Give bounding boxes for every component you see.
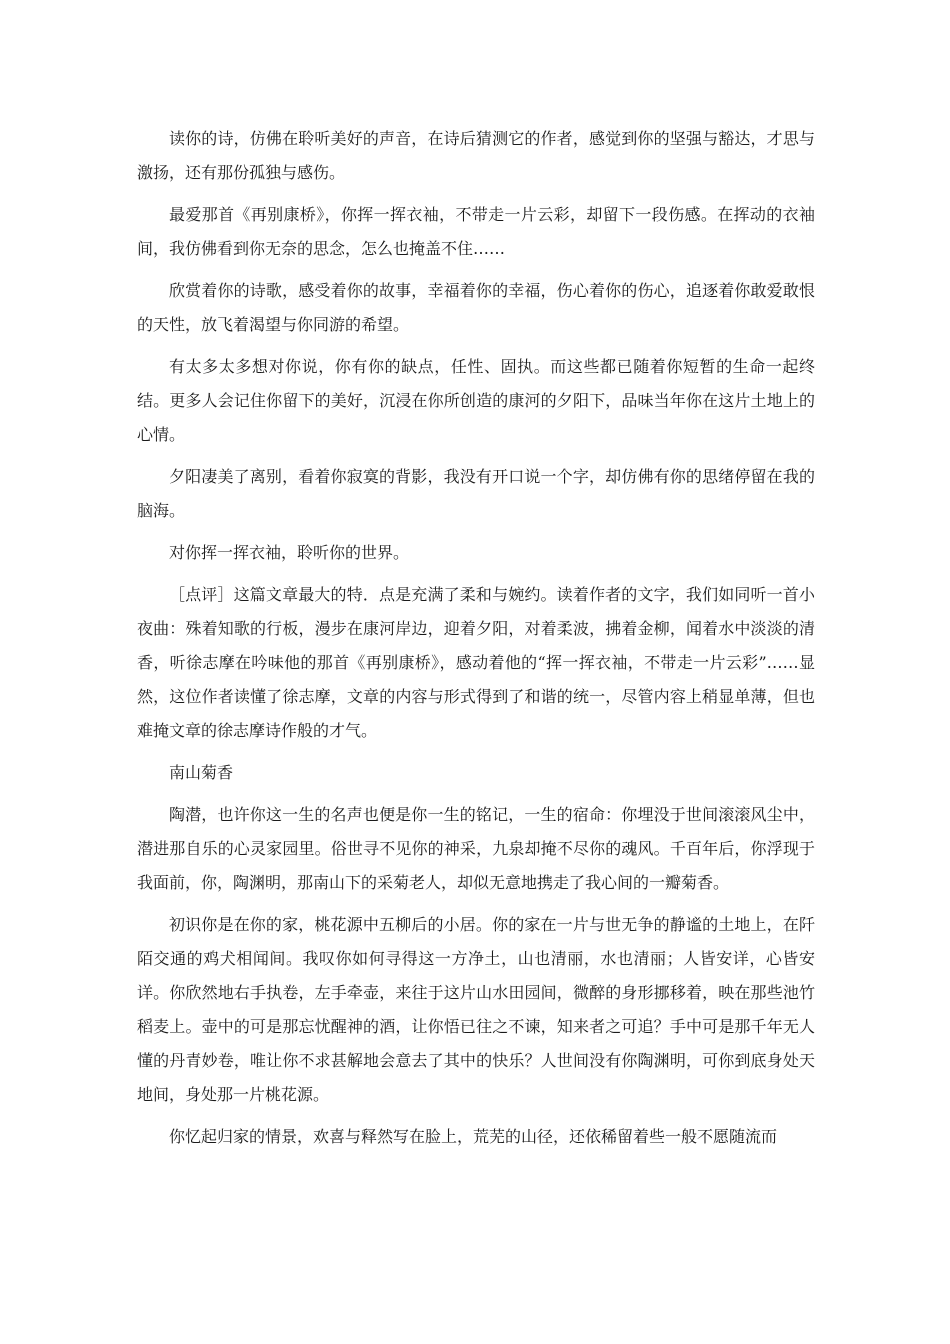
section-title: 南山菊香 (169, 763, 234, 782)
paragraph: 初识你是在你的家，桃花源中五柳后的小居。你的家在一片与世无争的静谧的土地上，在阡陌交通的鸡犬相闻间。我叹你如何寻得这一方净土，山也清丽，水也清丽；人皆安详，心皆安详。你欣然地右手执卷，左手牵壶，来往于这片山水田园间，微醉的身形挪移着，映在那些池竹稻麦上。壶中的可是那忘忧醒神的酒，让你悟已往之不谏，知来者之可追？手中可是那千年无人懂的丹青妙卷，唯让你不求甚解地会意去了其中的快乐？人世间没有你陶渊明，可你到底身处天地间，身处那一片桃花源。 (137, 915, 815, 1104)
paragraph: 读你的诗，仿佛在聆听美好的声音，在诗后猜测它的作者，感觉到你的坚强与豁达，才思与激扬，还有那份孤独与感伤。 (137, 129, 815, 182)
commentary-paragraph: ［点评］这篇文章最大的特．点是充满了柔和与婉约。读着作者的文字，我们如同听一首小夜曲：殊着知歌的行板，漫步在康河岸边，迎着夕阳，对着柔波，拂着金柳，闻着水中淡淡的清香，听徐志摩在吟味他的那首《再别康桥》，感动着他的“挥一挥衣袖，不带走一片云彩”……显然，这位作者读懂了徐志摩，文章的内容与形式得到了和谐的统一，尽管内容上稍显单薄，但也难掩文章的徐志摩诗作般的才气。 (137, 585, 815, 740)
paragraph: 对你挥一挥衣袖，聆听你的世界。 (169, 543, 410, 562)
document-body (137, 122, 815, 1162)
paragraph: 陶潜，也许你这一生的名声也便是你一生的铭记，一生的宿命：你埋没于世间滚滚风尘中，潜进那自乐的心灵家园里。俗世寻不见你的神采，九泉却掩不尽你的魂风。千百年后，你浮现于我面前，你，陶渊明，那南山下的采菊老人，却似无意地携走了我心间的一瓣菊香。 (137, 805, 815, 892)
paragraph: 有太多太多想对你说，你有你的缺点，任性、固执。而这些都已随着你短暂的生命一起终结。更多人会记住你留下的美好，沉浸在你所创造的康河的夕阳下，品味当年你在这片土地上的心情。 (137, 357, 815, 444)
paragraph: 最爱那首《再别康桥》，你挥一挥衣袖，不带走一片云彩，却留下一段伤感。在挥动的衣袖间，我仿佛看到你无奈的思念，怎么也掩盖不住…… (137, 205, 815, 258)
paragraph: 欣赏着你的诗歌，感受着你的故事，幸福着你的幸福，伤心着你的伤心，追逐着你敢爱敢恨的天性，放飞着渴望与你同游的希望。 (137, 281, 815, 334)
paragraph: 你忆起归家的情景，欢喜与释然写在脸上，荒芜的山径，还依稀留着些一般不愿随流而 (169, 1127, 778, 1146)
paragraph: 夕阳凄美了离别，看着你寂寞的背影，我没有开口说一个字，却仿佛有你的思绪停留在我的脑海。 (137, 467, 815, 520)
